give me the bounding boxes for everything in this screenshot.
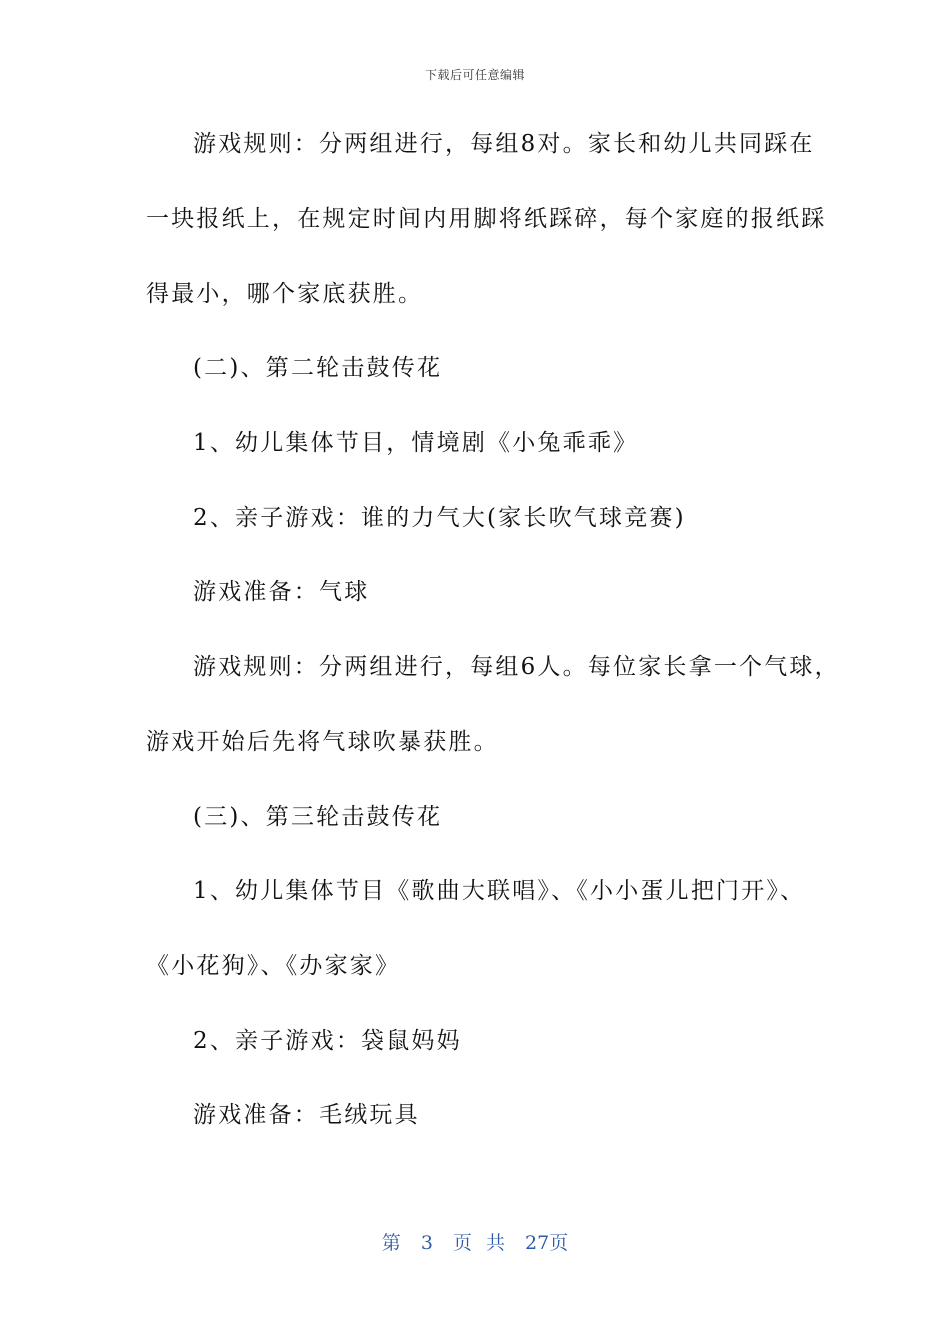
section-heading: (三)、第三轮击鼓传花 [193, 804, 443, 830]
paragraph-line: 1、幼儿集体节目《歌曲大联唱》、《小小蛋儿把门开》、 [193, 878, 806, 904]
paragraph-line: 游戏开始后先将气球吹暴获胜。 [146, 729, 499, 755]
paragraph-line: 得最小，哪个家底获胜。 [146, 281, 424, 307]
paragraph-line: 游戏准备：毛绒玩具 [193, 1102, 420, 1128]
paragraph-line: 游戏规则：分两组进行，每组6人。每位家长拿一个气球， [193, 654, 840, 680]
page-label-prefix: 第 [381, 1232, 401, 1254]
paragraph-line: 一块报纸上，在规定时间内用脚将纸踩碎，每个家庭的报纸踩 [146, 206, 827, 232]
paragraph-line: 游戏规则：分两组进行，每组8对。家长和幼儿共同踩在 [193, 131, 815, 157]
total-pages: 27页 [525, 1232, 569, 1254]
paragraph-line: 2、亲子游戏：袋鼠妈妈 [193, 1028, 462, 1054]
page-footer [0, 1228, 950, 1255]
current-page-number: 3 [420, 1232, 433, 1254]
paragraph-line: 《小花狗》、《办家家》 [146, 953, 401, 979]
paragraph-line: 游戏准备：气球 [193, 579, 370, 605]
section-heading: (二)、第二轮击鼓传花 [193, 355, 443, 381]
page-label-mid: 页 共 [452, 1232, 505, 1254]
paragraph-line: 2、亲子游戏：谁的力气大(家长吹气球竞赛) [193, 505, 686, 531]
paragraph-line: 1、幼儿集体节目，情境剧《小兔乖乖》 [193, 430, 639, 456]
header-note: 下载后可任意编辑 [424, 68, 525, 82]
